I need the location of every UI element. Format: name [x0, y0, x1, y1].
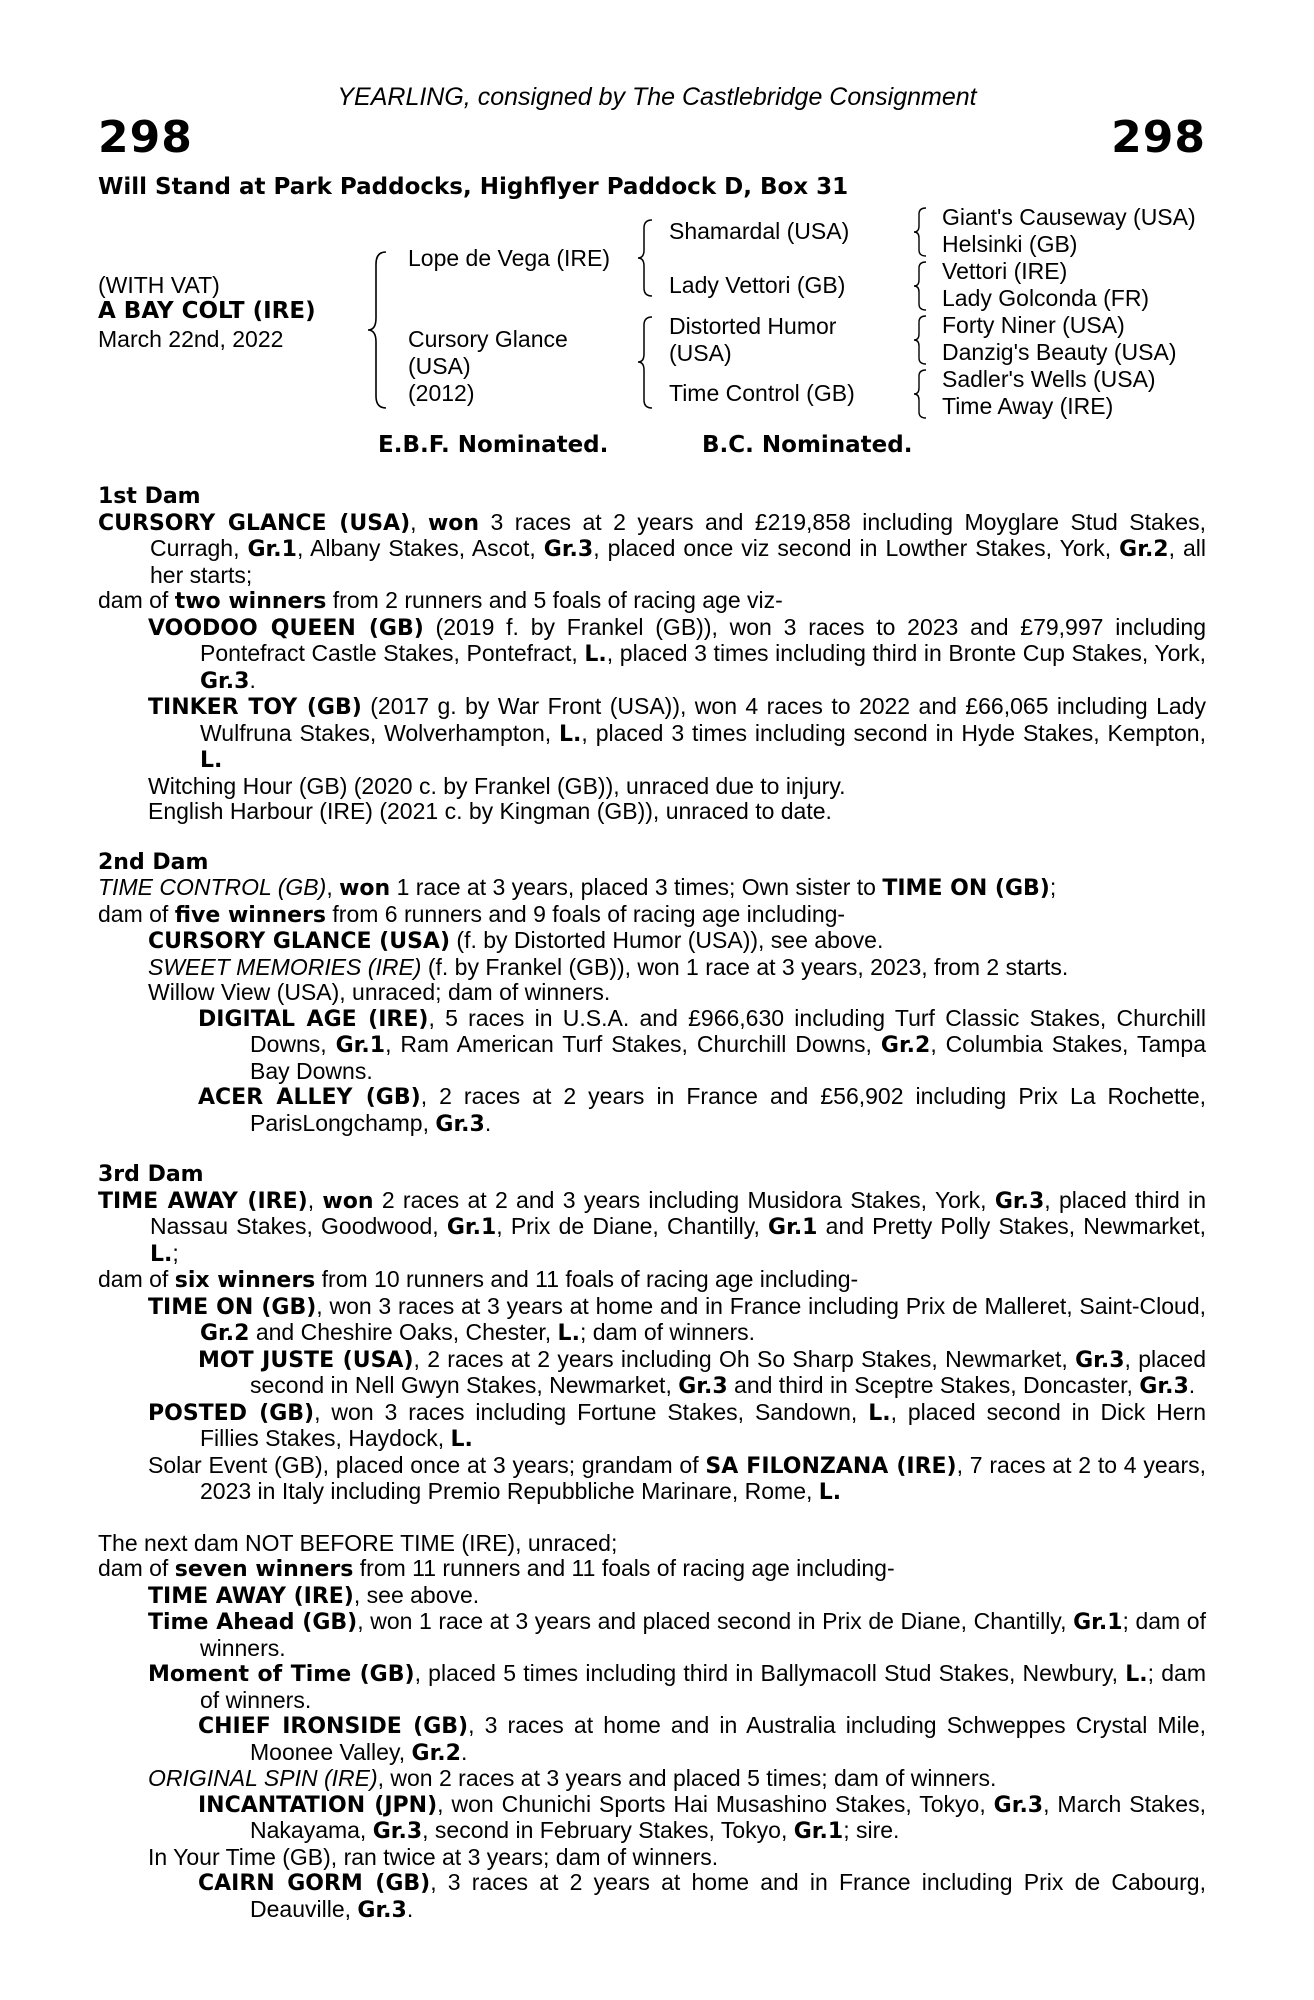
- pedigree-g7: Sadler's Wells (USA): [942, 366, 1156, 392]
- pedigree-entry: ACER ALLEY (GB), 2 races at 2 years in France and £56,902 including Prix La Rochette, ParisLongchamp, Gr.3.: [198, 1083, 1207, 1137]
- pedigree-entry: VOODOO QUEEN (GB) (2019 f. by Frankel (GB)), won 3 races to 2023 and £79,997 including Pontefract Castle Stakes, Pontefract, L., placed 3 times including third in Bronte Cup Stakes, York, Gr.3.: [148, 613, 1206, 694]
- pedigree-entry: CAIRN GORM (GB), 3 races at 2 years at home and in France including Prix de Cabourg, Deauville, Gr.3.: [198, 1869, 1206, 1923]
- section-gap: [98, 825, 1206, 850]
- pedigree-entry: dam of seven winners from 11 runners and 11 foals of racing age including-: [98, 1555, 895, 1582]
- pedigree-g8: Time Away (IRE): [942, 393, 1114, 419]
- pedigree-entry: TIME ON (GB), won 3 races at 3 years at home and in France including Prix de Malleret, Saint-Cloud, Gr.2 and Cheshire Oaks, Chester, L.; dam of winners.: [148, 1292, 1207, 1346]
- pedigree-g1: Giant's Causeway (USA): [942, 204, 1196, 230]
- pedigree-dam-line3: (2012): [408, 380, 475, 406]
- ebf-nomination: E.B.F. Nominated.: [378, 432, 609, 458]
- pedigree-dam-line1: Cursory Glance: [408, 326, 568, 352]
- pedigree-entry: CURSORY GLANCE (USA), won 3 races at 2 years and £219,858 including Moyglare Stud Stakes, Curragh, Gr.1, Albany Stakes, Ascot, Gr.3, placed once viz second in Lowther Stakes, York, Gr.2, all her starts;: [98, 508, 1207, 588]
- pedigree-dam-sire-line1: Distorted Humor: [669, 313, 837, 339]
- pedigree-entry: MOT JUSTE (USA), 2 races at 2 years including Oh So Sharp Stakes, Newmarket, Gr.3, placed second in Nell Gwyn Stakes, Newmarket, Gr.3 and third in Sceptre Stakes, Doncaster, Gr.3.: [198, 1345, 1206, 1399]
- pedigree-g4: Lady Golconda (FR): [942, 285, 1150, 311]
- pedigree-entry: INCANTATION (JPN), won Chunichi Sports Hai Musashino Stakes, Tokyo, Gr.3, March Stakes, Nakayama, Gr.3, second in February Stakes, Tokyo, Gr.1; sire.: [198, 1790, 1206, 1844]
- lot-number-left: 298: [98, 112, 193, 163]
- pedigree-entry: DIGITAL AGE (IRE), 5 races in U.S.A. and £966,630 including Turf Classic Stakes, Churchill Downs, Gr.1, Ram American Turf Stakes, Churchill Downs, Gr.2, Columbia Stakes, Tampa Bay Downs.: [198, 1004, 1206, 1084]
- dam-heading: 1st Dam: [98, 484, 201, 509]
- pedigree-entry: CURSORY GLANCE (USA) (f. by Distorted Humor (USA)), see above.: [148, 927, 884, 954]
- pedigree-sire-dam: Lady Vettori (GB): [669, 272, 846, 298]
- bc-nomination: B.C. Nominated.: [702, 432, 913, 458]
- pedigree-brace-sire: [636, 218, 656, 298]
- pedigree-entry: CHIEF IRONSIDE (GB), 3 races at home and in Australia including Schweppes Crystal Mile, Moonee Valley, Gr.2.: [198, 1712, 1206, 1766]
- pedigree-dam-sire-line2: (USA): [669, 340, 732, 366]
- pedigree-g5: Forty Niner (USA): [942, 312, 1125, 338]
- stand-location: Will Stand at Park Paddocks, Highflyer Paddock D, Box 31: [98, 174, 849, 200]
- pedigree-brace-g3: [912, 314, 930, 366]
- dam-heading: 3rd Dam: [98, 1162, 204, 1187]
- pedigree-brace-dam: [636, 315, 656, 410]
- dam-heading: 2nd Dam: [98, 849, 209, 875]
- pedigree-brace-g1: [912, 206, 930, 258]
- pedigree-sire: Lope de Vega (IRE): [408, 245, 611, 271]
- catalogue-subtitle: YEARLING, consigned by The Castlebridge Consignment: [337, 83, 977, 111]
- section-gap: [98, 1137, 1206, 1162]
- pedigree-g6: Danzig's Beauty (USA): [942, 339, 1177, 365]
- pedigree-entry: TIME AWAY (IRE), see above.: [148, 1581, 480, 1609]
- foaling-date: March 22nd, 2022: [98, 326, 284, 352]
- pedigree-entry: ORIGINAL SPIN (IRE), won 2 races at 3 years and placed 5 times; dam of winners.: [148, 1765, 997, 1791]
- pedigree-brace-g2: [912, 260, 930, 312]
- lot-number-right: 298: [1111, 112, 1206, 163]
- pedigree-entry: Witching Hour (GB) (2020 c. by Frankel (GB)), unraced due to injury.: [148, 772, 846, 799]
- pedigree-entry: TINKER TOY (GB) (2017 g. by War Front (USA)), won 4 races to 2022 and £66,065 including Lady Wulfruna Stakes, Wolverhampton, L., placed 3 times including second in Hyde Stakes, Kempton, L.: [148, 693, 1207, 773]
- horse-name: A BAY COLT (IRE): [98, 298, 316, 324]
- pedigree-entry: Willow View (USA), unraced; dam of winners.: [148, 979, 611, 1005]
- pedigree-dam-line2: (USA): [408, 353, 471, 379]
- pedigree-entry: Time Ahead (GB), won 1 race at 3 years and placed second in Prix de Diane, Chantilly, Gr.1; dam of winners.: [148, 1608, 1206, 1661]
- pedigree-entry: SWEET MEMORIES (IRE) (f. by Frankel (GB)), won 1 race at 3 years, 2023, from 2 starts.: [148, 953, 1069, 980]
- family-details: [98, 484, 1206, 1923]
- pedigree-brace-g4: [912, 368, 930, 420]
- pedigree-entry: English Harbour (IRE) (2021 c. by Kingman (GB)), unraced to date.: [148, 798, 832, 824]
- pedigree-entry: Moment of Time (GB), placed 5 times including third in Ballymacoll Stud Stakes, Newbury, L.; dam of winners.: [148, 1660, 1206, 1713]
- pedigree-g3: Vettori (IRE): [942, 258, 1068, 284]
- section-gap: [98, 1506, 1206, 1531]
- pedigree-entry: Solar Event (GB), placed once at 3 years; grandam of SA FILONZANA (IRE), 7 races at 2 to 4 years, 2023 in Italy including Premio Repubbliche Marinare, Rome, L.: [148, 1451, 1207, 1505]
- pedigree-entry: The next dam NOT BEFORE TIME (IRE), unraced;: [98, 1529, 618, 1556]
- vat-note: (WITH VAT): [98, 272, 220, 298]
- pedigree-sire-sire: Shamardal (USA): [669, 218, 850, 244]
- pedigree-entry: TIME AWAY (IRE), won 2 races at 2 and 3 years including Musidora Stakes, York, Gr.3, placed third in Nassau Stakes, Goodwood, Gr.1, Prix de Diane, Chantilly, Gr.1 and Pretty Polly Stakes, Newmarket, L.;: [98, 1186, 1207, 1267]
- pedigree-g2: Helsinki (GB): [942, 231, 1078, 257]
- pedigree-entry: POSTED (GB), won 3 races including Fortune Stakes, Sandown, L., placed second in Dick Hern Fillies Stakes, Haydock, L.: [148, 1398, 1207, 1452]
- pedigree-dam-dam: Time Control (GB): [669, 380, 855, 406]
- pedigree-entry: TIME CONTROL (GB), won 1 race at 3 years, placed 3 times; Own sister to TIME ON (GB);: [98, 874, 1057, 901]
- pedigree-entry: dam of two winners from 2 runners and 5 foals of racing age viz-: [98, 587, 783, 614]
- pedigree-entry: dam of six winners from 10 runners and 11 foals of racing age including-: [98, 1266, 859, 1293]
- pedigree-entry: dam of five winners from 6 runners and 9 foals of racing age including-: [98, 900, 846, 928]
- pedigree-entry: In Your Time (GB), ran twice at 3 years; dam of winners.: [148, 1843, 719, 1870]
- pedigree-brace-main: [366, 250, 390, 410]
